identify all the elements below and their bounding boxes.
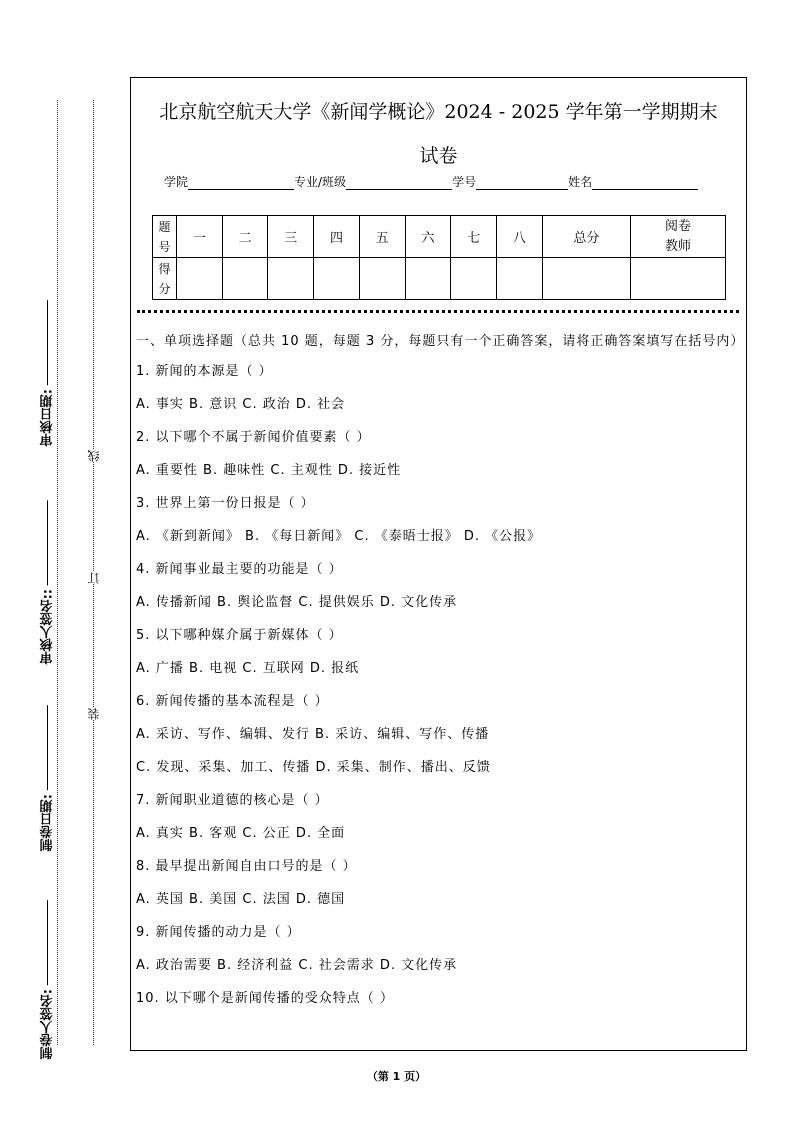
section-heading: 一、单项选择题（总共 10 题，每题 3 分，每题只有一个正确答案，请将正确答案填写在括号内） xyxy=(136,334,745,349)
col-7: 七 xyxy=(451,216,497,258)
question-9-options: A. 政治需要 B. 经济利益 C. 社会需求 D. 文化传承 xyxy=(136,958,458,973)
reviewer-signature-label: 审核人签名:: xyxy=(40,500,56,664)
question-8: 8. 最早提出新闻自由口号的是（ ） xyxy=(136,859,357,874)
binding-mark-line: 线 xyxy=(87,450,101,462)
question-3: 3. 世界上第一份日报是（ ） xyxy=(136,496,315,511)
major-class-label: 专业/班级 xyxy=(294,175,347,189)
question-6-options-cd: C. 发现、采集、加工、传播 D. 采集、制作、播出、反馈 xyxy=(136,760,491,775)
exam-title-line1: 北京航空航天大学《新闻学概论》2024 - 2025 学年第一学期期末 xyxy=(159,101,718,123)
college-field[interactable] xyxy=(188,176,294,190)
exam-title-line2: 试卷 xyxy=(419,145,458,167)
dotted-separator xyxy=(137,310,739,313)
score-cell-8[interactable] xyxy=(497,258,543,300)
col-1: 一 xyxy=(177,216,223,258)
question-10: 10. 以下哪个是新闻传播的受众特点（ ） xyxy=(136,991,394,1006)
col-5: 五 xyxy=(359,216,405,258)
question-5: 5. 以下哪种媒介属于新媒体（ ） xyxy=(136,628,343,643)
college-label: 学院 xyxy=(164,175,189,189)
col-3: 三 xyxy=(268,216,314,258)
grader-header: 阅卷 教师 xyxy=(631,216,726,258)
score-cell-1[interactable] xyxy=(177,258,223,300)
score-cell-7[interactable] xyxy=(451,258,497,300)
compiler-signature-label: 制卷人签名: xyxy=(40,900,56,1059)
score-cell-2[interactable] xyxy=(222,258,268,300)
question-1-options: A. 事实 B. 意识 C. 政治 D. 社会 xyxy=(136,397,346,412)
student-info-row xyxy=(164,173,698,190)
binding-mark-bind: 装 xyxy=(87,708,101,720)
question-2-options: A. 重要性 B. 趣味性 C. 主观性 D. 接近性 xyxy=(136,463,402,478)
question-3-options: A. 《新到新闻》 B. 《每日新闻》 C. 《泰晤士报》 D. 《公报》 xyxy=(136,529,542,544)
question-6: 6. 新闻传播的基本流程是（ ） xyxy=(136,694,329,709)
score-cell-6[interactable] xyxy=(405,258,451,300)
binding-mark-staple: 订 xyxy=(87,572,101,584)
page-number: （第 1 页） xyxy=(366,1070,427,1083)
col-8: 八 xyxy=(497,216,543,258)
question-7-options: A. 真实 B. 客观 C. 公正 D. 全面 xyxy=(136,826,346,841)
question-2: 2. 以下哪个不属于新闻价值要素（ ） xyxy=(136,430,371,445)
score-cell-4[interactable] xyxy=(314,258,360,300)
exam-frame xyxy=(130,77,747,1051)
major-class-field[interactable] xyxy=(346,176,452,190)
col-total: 总分 xyxy=(542,216,630,258)
score-header: 得 分 xyxy=(153,258,177,300)
col-6: 六 xyxy=(405,216,451,258)
score-cell-5[interactable] xyxy=(359,258,405,300)
student-id-field[interactable] xyxy=(476,176,568,190)
score-table xyxy=(152,215,726,300)
exam-title xyxy=(131,90,746,178)
score-cell-total[interactable] xyxy=(542,258,630,300)
col-4: 四 xyxy=(314,216,360,258)
student-id-label: 学号 xyxy=(452,175,477,189)
binding-dotted-line-outer xyxy=(57,100,58,1045)
question-9: 9. 新闻传播的动力是（ ） xyxy=(136,925,301,940)
question-area xyxy=(136,331,745,1021)
question-8-options: A. 英国 B. 美国 C. 法国 D. 德国 xyxy=(136,892,346,907)
name-field[interactable] xyxy=(592,176,698,190)
question-5-options: A. 广播 B. 电视 C. 互联网 D. 报纸 xyxy=(136,661,360,676)
grader-cell[interactable] xyxy=(631,258,726,300)
question-4-options: A. 传播新闻 B. 舆论监督 C. 提供娱乐 D. 文化传承 xyxy=(136,595,458,610)
question-6-options-ab: A. 采访、写作、编辑、发行 B. 采访、编辑、写作、传播 xyxy=(136,727,490,742)
question-4: 4. 新闻事业最主要的功能是（ ） xyxy=(136,562,343,577)
question-1: 1. 新闻的本源是（ ） xyxy=(136,364,273,379)
question-7: 7. 新闻职业道德的核心是（ ） xyxy=(136,793,329,808)
review-date-label: 审核日期: xyxy=(40,300,56,446)
question-number-header: 题 号 xyxy=(153,216,177,258)
compile-date-label: 制卷日期: xyxy=(40,705,56,851)
score-cell-3[interactable] xyxy=(268,258,314,300)
score-table-score-row xyxy=(153,258,726,300)
col-2: 二 xyxy=(222,216,268,258)
score-table-header-row xyxy=(153,216,726,258)
name-label: 姓名 xyxy=(568,175,593,189)
